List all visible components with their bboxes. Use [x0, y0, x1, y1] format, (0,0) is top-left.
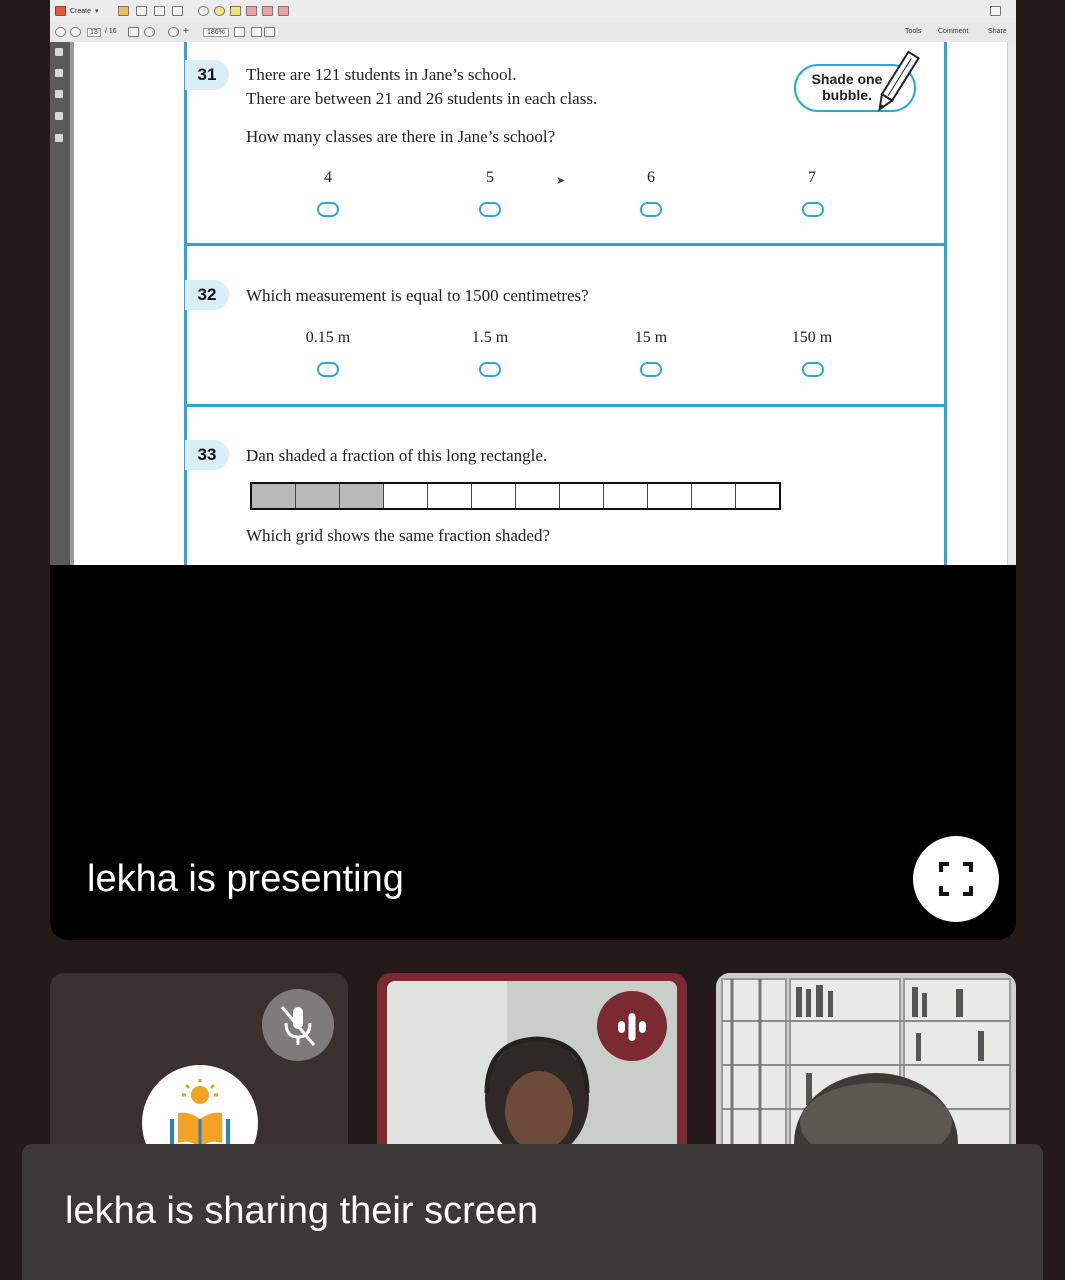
answer-bubble[interactable]	[317, 362, 339, 377]
participant-tile[interactable]	[716, 973, 1016, 1163]
page-number-input[interactable]: 13	[87, 28, 101, 37]
answer-bubble[interactable]	[640, 202, 662, 217]
shade-note-text: Shade one bubble.	[811, 71, 883, 103]
fullscreen-icon	[913, 836, 999, 922]
screen-share-toast	[22, 1144, 1043, 1280]
hand-tool-icon[interactable]	[144, 27, 155, 37]
question-number: 33	[185, 440, 229, 470]
answer-option-label: 0.15 m	[305, 329, 351, 346]
email-icon[interactable]	[172, 6, 183, 16]
answer-bubble[interactable]	[479, 202, 501, 217]
zoom-level[interactable]: 186%	[203, 28, 229, 37]
stamp-icon[interactable]	[246, 6, 257, 16]
settings-icon[interactable]	[198, 6, 209, 16]
answer-option-label: 15 m	[634, 329, 668, 346]
fraction-rectangle	[250, 482, 781, 510]
unshaded-cell	[560, 484, 604, 508]
acrobat-nav-toolbar	[50, 22, 1016, 43]
question-prompt: How many classes are there in Jane’s school?	[246, 127, 556, 146]
prev-page-icon[interactable]	[55, 27, 66, 37]
participant-video	[716, 973, 1016, 1163]
question-prompt: Which grid shows the same fraction shaded?	[246, 526, 551, 545]
pdf-page	[74, 42, 1007, 565]
vertical-scrollbar[interactable]	[1007, 42, 1016, 565]
attachments-icon[interactable]	[55, 90, 63, 98]
question-text: There are between 21 and 26 students in each class.	[246, 89, 598, 108]
bookmarks-icon[interactable]	[55, 69, 63, 77]
pencil-icon	[870, 48, 922, 118]
acrobat-toolbar	[50, 0, 1016, 23]
fullscreen-button[interactable]	[913, 836, 999, 922]
answer-bubble[interactable]	[640, 362, 662, 377]
shaded-cell	[340, 484, 384, 508]
answer-option-label: 5	[486, 169, 494, 186]
print-icon[interactable]	[154, 6, 165, 16]
answer-bubble[interactable]	[802, 362, 824, 377]
unshaded-cell	[472, 484, 516, 508]
answer-bubble[interactable]	[479, 362, 501, 377]
layers-icon[interactable]	[55, 134, 63, 142]
fit-width-icon[interactable]	[264, 27, 275, 37]
unshaded-cell	[604, 484, 648, 508]
note-icon[interactable]	[230, 6, 241, 16]
question-32-box	[184, 246, 947, 404]
save-icon[interactable]	[136, 6, 147, 16]
zoom-in-icon[interactable]: +	[183, 26, 189, 37]
acrobat-window	[50, 0, 1016, 565]
question-number: 31	[185, 60, 229, 90]
answer-option-label: 150 m	[791, 329, 833, 346]
create-menu[interactable]: Create	[70, 8, 92, 15]
speaking-indicator	[597, 991, 667, 1061]
unshaded-cell	[428, 484, 472, 508]
muted-indicator	[262, 989, 334, 1061]
unshaded-cell	[384, 484, 428, 508]
unshaded-cell	[736, 484, 779, 508]
answer-bubble[interactable]	[317, 202, 339, 217]
shaded-cell	[252, 484, 296, 508]
mic-off-icon	[262, 989, 334, 1061]
create-icon[interactable]	[55, 6, 66, 16]
unshaded-cell	[648, 484, 692, 508]
answer-bubble[interactable]	[802, 202, 824, 217]
fit-page-icon[interactable]	[251, 27, 262, 37]
shared-screen	[50, 0, 1016, 940]
unshaded-cell	[516, 484, 560, 508]
select-tool-icon[interactable]	[128, 27, 139, 37]
answer-option-label: 1.5 m	[471, 329, 509, 346]
tools-link[interactable]: Tools	[905, 28, 922, 35]
attach-icon[interactable]	[278, 6, 289, 16]
highlight-icon[interactable]	[262, 6, 273, 16]
question-text: There are 121 students in Jane’s school.	[246, 65, 517, 84]
zoom-out-icon[interactable]	[168, 27, 179, 37]
toast-message: lekha is sharing their screen	[65, 1190, 539, 1232]
question-number: 32	[185, 280, 229, 310]
share-link[interactable]: Share	[988, 28, 1007, 35]
audio-level-icon	[597, 991, 667, 1061]
chevron-down-icon: ▾	[95, 8, 99, 15]
presenting-label: lekha is presenting	[87, 858, 404, 900]
navigation-pane	[50, 42, 70, 565]
expand-icon[interactable]	[990, 6, 1001, 16]
answer-option-label: 4	[324, 169, 332, 186]
zoom-dropdown-icon[interactable]	[234, 27, 245, 37]
open-folder-icon[interactable]	[118, 6, 129, 16]
unshaded-cell	[692, 484, 736, 508]
pages-icon[interactable]	[55, 48, 63, 56]
participant-tile-active-speaker[interactable]	[377, 973, 687, 1163]
participant-tile[interactable]	[50, 973, 348, 1163]
comment-icon[interactable]	[214, 6, 225, 16]
mouse-cursor-icon: ➤	[556, 175, 566, 187]
next-page-icon[interactable]	[70, 27, 81, 37]
answer-option-label: 7	[808, 169, 816, 186]
signatures-icon[interactable]	[55, 112, 63, 120]
question-text: Which measurement is equal to 1500 centimetres?	[246, 286, 589, 305]
comment-link[interactable]: Comment	[938, 28, 969, 35]
page-total: / 16	[105, 28, 117, 35]
shaded-cell	[296, 484, 340, 508]
answer-option-label: 6	[647, 169, 655, 186]
question-text: Dan shaded a fraction of this long rectangle.	[246, 446, 548, 465]
